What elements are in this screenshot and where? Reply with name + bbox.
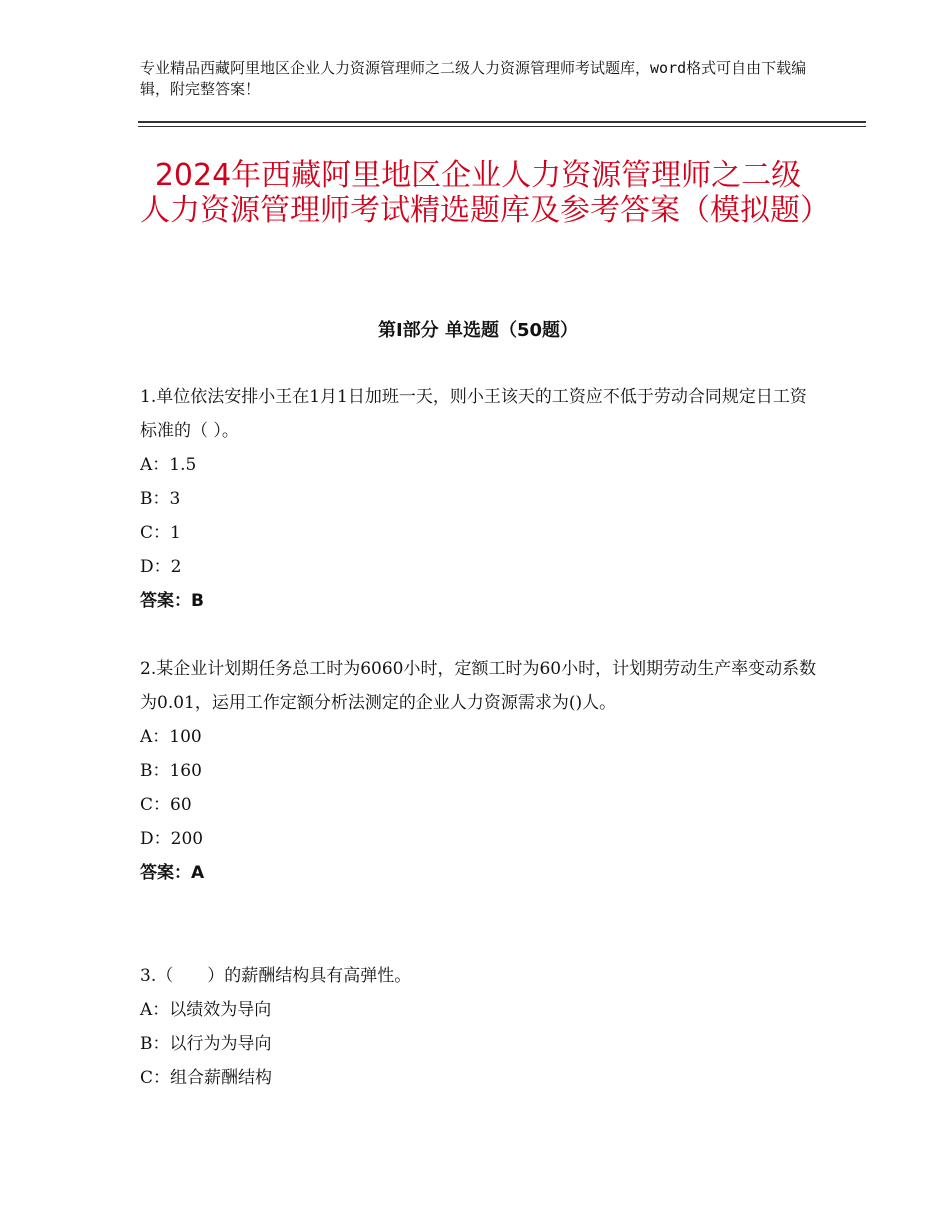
- question-text: 1.单位依法安排小王在1月1日加班一天，则小王该天的工资应不低于劳动合同规定日工资标准的（ ）。: [140, 387, 807, 441]
- document-title: 2024年西藏阿里地区企业人力资源管理师之二级人力资源管理师考试精选题库及参考答案（模拟题）: [140, 158, 830, 228]
- option-c: C：60: [140, 795, 192, 815]
- header-divider-thin: [138, 126, 866, 127]
- question-text: 2.某企业计划期任务总工时为6060小时，定额工时为60小时，计划期劳动生产率变动系数为0.01，运用工作定额分析法测定的企业人力资源需求为()人。: [140, 659, 817, 713]
- option-c: C：组合薪酬结构: [140, 1068, 273, 1088]
- option-b: B：以行为为导向: [140, 1034, 272, 1054]
- question-text: 3.（ ）的薪酬结构具有高弹性。: [140, 966, 412, 986]
- question-3: [140, 959, 820, 1095]
- section-title: 第Ⅰ部分 单选题（50题）: [377, 320, 578, 341]
- option-c: C：1: [140, 523, 181, 543]
- option-b: B：160: [140, 761, 202, 781]
- answer: 答案：A: [140, 863, 205, 883]
- option-a: A：以绩效为导向: [140, 1000, 272, 1020]
- option-a: A：1.5: [140, 455, 197, 475]
- answer: 答案：B: [140, 591, 204, 611]
- option-a: A：100: [140, 727, 202, 747]
- question-1: [140, 380, 820, 618]
- header-note: 专业精品西藏阿里地区企业人力资源管理师之二级人力资源管理师考试题库，word格式可自由下载编辑，附完整答案！: [140, 59, 807, 98]
- option-b: B：3: [140, 489, 181, 509]
- question-2: [140, 652, 820, 890]
- option-d: D：2: [140, 557, 182, 577]
- header-divider: [138, 121, 866, 123]
- option-d: D：200: [140, 829, 204, 849]
